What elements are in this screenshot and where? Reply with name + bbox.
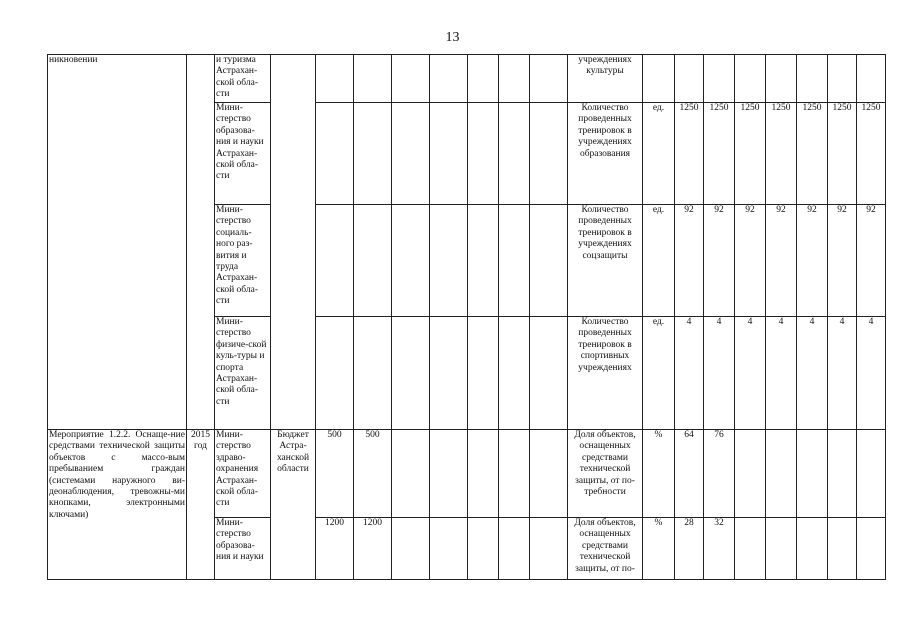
executor-cell: Мини-стерство образова-ния и науки	[215, 518, 271, 580]
value-cell: 76	[704, 430, 735, 518]
executor-cell: и туризма Астрахан-ской обла-сти	[215, 55, 271, 103]
value-cell: 1250	[828, 103, 857, 205]
amount-cell: 500	[354, 430, 392, 518]
amount-cell: 1200	[316, 518, 354, 580]
unit-cell: ед.	[643, 103, 675, 205]
table-row	[48, 55, 886, 103]
executor-cell: Мини-стерство социаль-ного раз-вития и труда Астрахан-ской обла-сти	[215, 205, 271, 317]
executor-cell: Мини-стерство здраво-охранения Астрахан-ской обла-сти	[215, 430, 271, 518]
unit-cell: ед.	[643, 205, 675, 317]
source-cell	[271, 55, 316, 430]
executor-cell: Мини-стерство физиче-ской куль-туры и спорта Астрахан-ской обла-сти	[215, 317, 271, 430]
value-cell: 1250	[857, 103, 886, 205]
indicator-cell: Доля объектов, оснащенных средствами технической защиты, от по-требности	[568, 430, 643, 518]
measure-cell: никновении	[48, 55, 187, 430]
page-number: 13	[445, 30, 460, 45]
source-cell: Бюджет Астра-ханской области	[271, 430, 316, 580]
year-cell	[187, 55, 215, 430]
value-cell: 28	[675, 518, 704, 580]
value-cell: 92	[828, 205, 857, 317]
indicator-cell: Количество проведенных тренировок в учреждениях соцзащиты	[568, 205, 643, 317]
value-cell: 4	[675, 317, 704, 430]
unit-cell: %	[643, 430, 675, 518]
value-cell: 92	[766, 205, 797, 317]
indicator-cell: Количество проведенных тренировок в учреждениях образования	[568, 103, 643, 205]
value-cell: 92	[675, 205, 704, 317]
year-cell: 2015 год	[187, 430, 215, 580]
value-cell: 32	[704, 518, 735, 580]
value-cell: 1250	[675, 103, 704, 205]
value-cell: 1250	[797, 103, 828, 205]
value-cell: 64	[675, 430, 704, 518]
program-table	[47, 54, 886, 580]
value-cell: 92	[797, 205, 828, 317]
value-cell: 92	[857, 205, 886, 317]
value-cell: 4	[857, 317, 886, 430]
value-cell: 4	[797, 317, 828, 430]
indicator-cell: Количество проведенных тренировок в спортивных учреждениях	[568, 317, 643, 430]
value-cell: 92	[704, 205, 735, 317]
amount-cell: 1200	[354, 518, 392, 580]
unit-cell: %	[643, 518, 675, 580]
indicator-cell: Доля объектов, оснащенных средствами технической защиты, от по-	[568, 518, 643, 580]
unit-cell: ед.	[643, 317, 675, 430]
value-cell: 4	[735, 317, 766, 430]
measure-cell: Мероприятие 1.2.2. Оснаще-ние средствами технической защиты объектов с массо-вым пребыванием граждан (системами наружного ви-деонаблюдения, тревожны-ми кнопками, электронными ключами)	[48, 430, 187, 580]
value-cell: 4	[766, 317, 797, 430]
amount-cell: 500	[316, 430, 354, 518]
value-cell: 1250	[735, 103, 766, 205]
value-cell: 4	[828, 317, 857, 430]
value-cell: 1250	[704, 103, 735, 205]
value-cell: 4	[704, 317, 735, 430]
indicator-cell: учреждениях культуры	[568, 55, 643, 103]
executor-cell: Мини-стерство образова-ния и науки Астрахан-ской обла-сти	[215, 103, 271, 205]
table-row	[48, 430, 886, 518]
value-cell: 1250	[766, 103, 797, 205]
value-cell: 92	[735, 205, 766, 317]
